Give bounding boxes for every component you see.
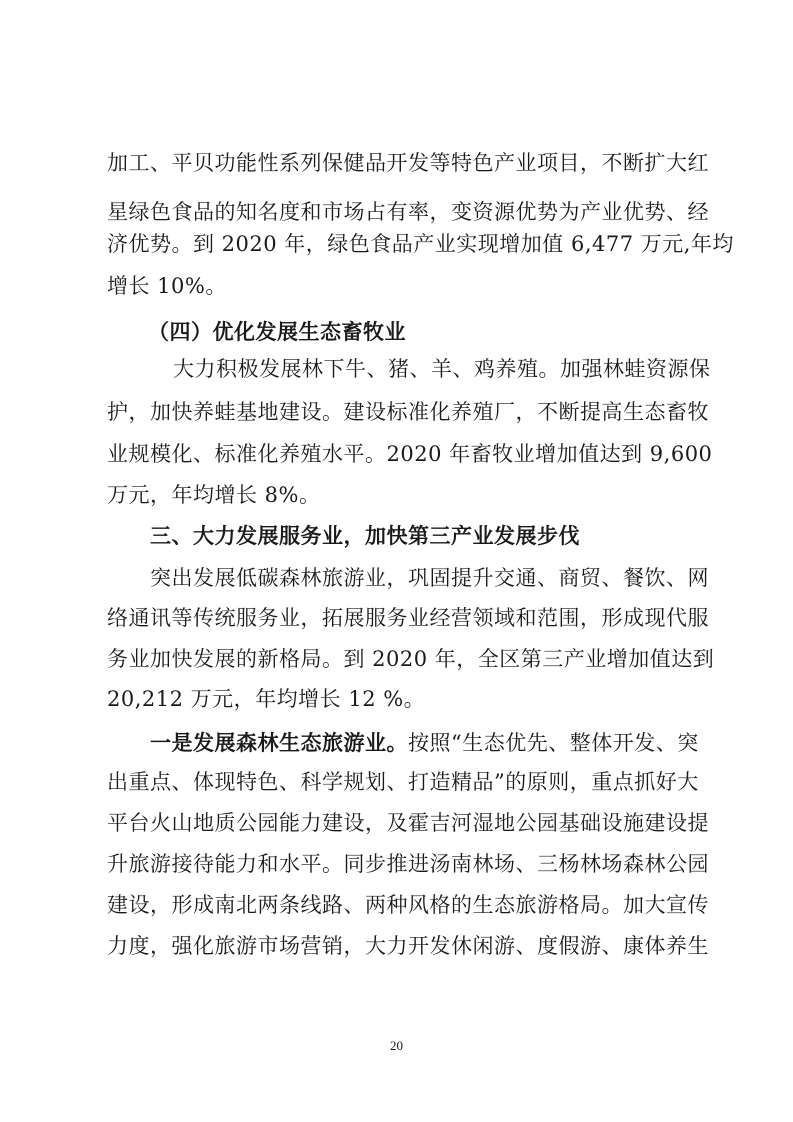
body-text-line: 20,212 万元，年均增长 12 %。	[107, 687, 426, 711]
body-text-line: 平台火山地质公园能力建设，及霍吉河湿地公园基础设施建设提	[107, 811, 709, 835]
chapter-heading: 三、大力发展服务业，加快第三产业发展步伐	[150, 524, 580, 548]
body-text-line: 济优势。到 2020 年，绿色食品产业实现增加值 6,477 万元,年均	[107, 232, 734, 256]
body-text-line: 加工、平贝功能性系列保健品开发等特色产业项目，不断扩大红	[107, 151, 709, 175]
body-text-line: 增长 10%。	[107, 274, 227, 298]
body-text-line: 出重点、体现特色、科学规划、打造精品”的原则，重点抓好大	[107, 770, 699, 794]
body-text-line: 升旅游接待能力和水平。同步推进汤南林场、三杨林场森林公园	[107, 852, 709, 876]
body-text-line: 大力积极发展林下牛、猪、羊、鸡养殖。加强林蛙资源保	[173, 357, 711, 381]
section-heading: （四）优化发展生态畜牧业	[148, 320, 406, 344]
body-text-line: 业规模化、标准化养殖水平。2020 年畜牧业增加值达到 9,600	[107, 442, 713, 466]
body-text-line: 星绿色食品的知名度和市场占有率，变资源优势为产业优势、经	[107, 200, 709, 224]
body-text-line: 建设，形成南北两条线路、两种风格的生态旅游格局。加大宣传	[107, 893, 709, 917]
paragraph-line	[150, 728, 699, 758]
paragraph-lead-text: 按照“生态优先、整体开发、突	[408, 731, 699, 755]
body-text-line: 万元，年均增长 8%。	[107, 483, 321, 507]
body-text-line: 护，加快养蛙基地建设。建设标准化养殖厂，不断提高生态畜牧	[107, 400, 709, 424]
body-text-line: 力度，强化旅游市场营销，大力开发休闲游、度假游、康体养生	[107, 934, 709, 958]
body-text-line: 络通讯等传统服务业，拓展服务业经营领域和范围，形成现代服	[107, 606, 709, 630]
paragraph-lead-bold: 一是发展森林生态旅游业。	[150, 731, 408, 755]
body-text-line: 务业加快发展的新格局。到 2020 年，全区第三产业增加值达到	[107, 647, 715, 671]
page-number: 20	[390, 1038, 403, 1053]
body-text-line: 突出发展低碳森林旅游业，巩固提升交通、商贸、餐饮、网	[150, 566, 709, 590]
